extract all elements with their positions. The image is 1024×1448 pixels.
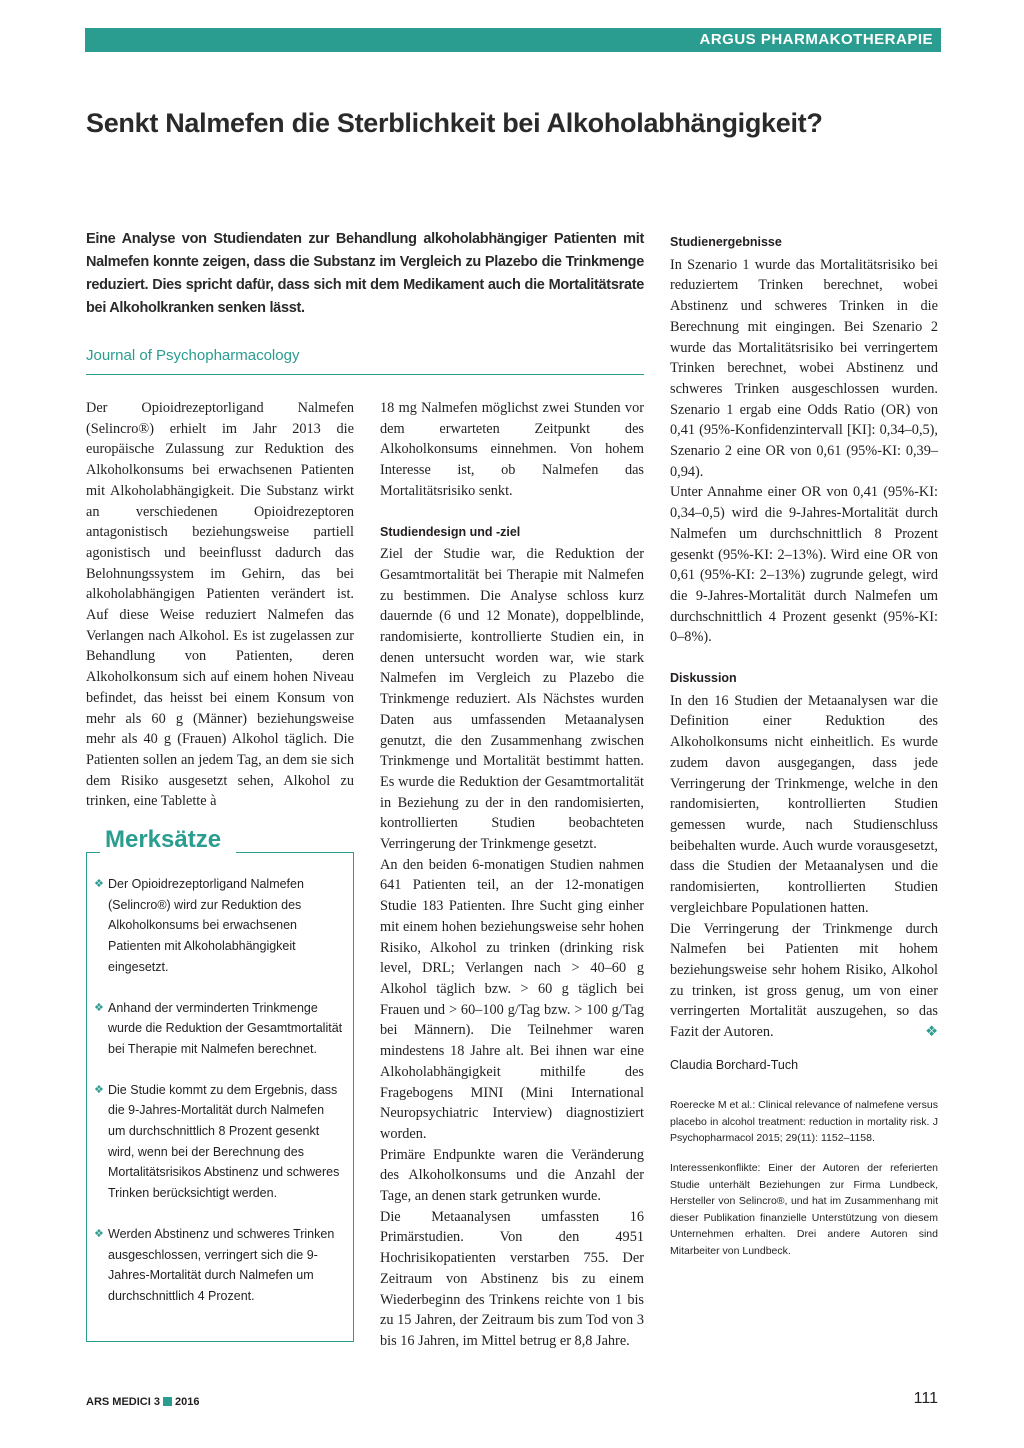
merksaetze-list xyxy=(94,874,344,1327)
body-paragraph: Die Metaanalysen umfassten 16 Primärstudien. Von den 4951 Hochrisikopatienten verstarben 755. Der Zeitraum von Abstinenz bis zu einem Wiederbeginn des Trinkens reichte von 1 bis zu 15 Jahren, der Zeitraum bis zum Tod von 3 bis 16 Jahren, im Mittel betrug er 8,8 Jahre. xyxy=(380,1208,644,1349)
article-lead: Eine Analyse von Studiendaten zur Behandlung alkoholabhängiger Patienten mit Nalmefen konnte zeigen, dass die Substanz im Vergleich zu Plazebo die Trinkmenge reduziert. Dies spricht dafür, dass sich mit dem Medikament auch die Mortalitätsrate bei Alkoholkranken senken lässt. xyxy=(86,231,644,316)
list-item xyxy=(94,998,344,1060)
article-title: Senkt Nalmefen die Sterblichkeit bei Alkoholabhängigkeit? xyxy=(86,108,823,138)
merksaetze-title: Merksätze xyxy=(105,826,222,853)
end-mark-icon: ❖ xyxy=(925,1024,938,1041)
list-item xyxy=(94,1080,344,1204)
list-item xyxy=(94,1224,344,1307)
list-item xyxy=(94,874,344,978)
body-paragraph: Unter Annahme einer OR von 0,41 (95%-KI: 0,34–0,5) wird die 9-Jahres-Mortalität durch Nalmefen um durchschnittlich 8 Prozent gesenkt (95%-KI: 2–13%). Wird eine OR von 0,61 (95%-KI: 2–13%) zugrunde gelegt, wird die 9-Jahres-Mortalität durch Nalmefen um durchschnittlich 4 Prozent gesenkt (95%-KI: 0–8%). xyxy=(670,484,938,646)
discussion-heading: Diskussion xyxy=(670,671,737,686)
footer-journal xyxy=(86,1396,199,1408)
author-name: Claudia Borchard-Tuch xyxy=(670,1058,799,1072)
reference: Roerecke M et al.: Clinical relevance of nalmefene versus placebo in alcohol treatment: reduction in mortality risk. J Psychopharmacol 2015; 29(11): 1152–1158. xyxy=(670,1099,938,1144)
diamond-bullet-icon: ❖ xyxy=(94,1227,104,1240)
diamond-bullet-icon: ❖ xyxy=(94,1001,104,1014)
column-1 xyxy=(86,398,354,812)
source-journal: Journal of Psychopharmacology xyxy=(86,347,300,364)
journal-divider xyxy=(86,374,644,375)
body-paragraph: Ziel der Studie war, die Reduktion der Gesamtmortalität bei Therapie mit Nalmefen zu bestimmen. Die Analyse schloss kurz dauernde (6 und 12 Monate), doppelblinde, randomisierte, kontrollierte Studien ein, in denen untersucht worden war, wie stark Nalmefen im Vergleich zu Plazebo die Trinkmenge reduziert. Als Nächstes wurden Daten aus umfassenden Metaanalysen genutzt, die den Zusammenhang zwischen Trinkmenge und Mortalität bestimmt hatten. Es wurde die Reduktion der Gesamtmortalität in Beziehung zu der in den randomisierten, kontrollierten Studien beobachteten Verringerung der Trinkmenge gesetzt. xyxy=(380,546,644,853)
diamond-bullet-icon: ❖ xyxy=(94,1083,104,1096)
column-2 xyxy=(380,398,644,1352)
design-heading: Studiendesign und -ziel xyxy=(380,524,521,539)
footer-year: 2016 xyxy=(174,1396,200,1408)
list-item-text: Die Studie kommt zu dem Ergebnis, dass die 9-Jahres-Mortalität durch Nalmefen um durchschnittlich 8 Prozent gesenkt wird, wenn bei der Berechnung des Mortalitätsrisikos Abstinenz und schweres Trinken berücksichtigt werden. xyxy=(108,1082,340,1201)
body-paragraph: An den beiden 6-monatigen Studien nahmen 641 Patienten teil, an der 12-monatigen Studie 183 Patienten. Ihre Sucht ging einher mit einem hohen beziehungsweise sehr hohen Risiko, Alkohol zu trinken (drinking risk level, DRL; Verlangen nach > 40–60 g Alkohol täglich bzw. > 60 g täglich bei Frauen und > 60–100 g/Tag bzw. > 100 g/Tag bei Männern). Die Teilnehmer waren mindestens 18 Jahre alt. Bei ihnen war eine Alkoholabhängigkeit mithilfe des Fragebogens MINI (Mini International Neuropsychiatric Interview) diagnostiziert worden. xyxy=(380,856,644,1142)
conflict-of-interest: Interessenkonflikte: Einer der Autoren der referierten Studie unterhält Beziehungen zur Firma Lundbeck, Hersteller von Selincro®, und hat im Zusammenhang mit dieser Publikation finanzielle Unterstützung von diesem Unternehmen erhalten. Drei andere Autoren sind Mitarbeiter von Lundbeck. xyxy=(670,1162,938,1257)
body-paragraph xyxy=(670,919,938,1043)
square-icon xyxy=(163,1397,172,1406)
list-item-text: Der Opioidrezeptorligand Nalmefen (Selincro®) wird zur Reduktion des Alkoholkonsums bei erwachsenen Patienten mit Alkoholabhängigkeit eingesetzt. xyxy=(108,877,304,974)
results-heading: Studienergebnisse xyxy=(670,235,782,249)
list-item-text: Werden Abstinenz und schweres Trinken ausgeschlossen, verringert sich die 9-Jahres-Mortalität durch Nalmefen um durchschnittlich 4 Prozent. xyxy=(108,1226,335,1303)
page-number: 111 xyxy=(913,1390,938,1407)
header-bar xyxy=(85,28,941,52)
body-paragraph: 18 mg Nalmefen möglichst zwei Stunden vor dem erwarteten Zeitpunkt des Alkoholkonsums einnehmen. Von hohem Interesse ist, ob Nalmefen das Mortalitätsrisiko senkt. xyxy=(380,400,644,499)
intro-paragraph: Der Opioidrezeptorligand Nalmefen (Selincro®) erhielt im Jahr 2013 die europäische Zulassung zur Reduktion des Alkoholkonsums bei erwachsenen Patienten mit Alkoholabhängigkeit. Die Substanz wirkt an verschiedenen Opioidrezeptoren antagonistisch beziehungsweise partiell agonistisch und beeinflusst dadurch das Belohnungssystem im Gehirn, das bei alkoholabhängigen Patienten verändert ist. Auf diese Weise reduziert Nalmefen das Verlangen nach Alkohol. Es ist zugelassen zur Behandlung von Patienten, deren Alkoholkonsum sich auf einem hohen Niveau befindet, das heisst bei einem Konsum von mehr als 60 g (Männer) beziehungsweise mehr als 40 g (Frauen) Alkohol täglich. Die Patienten sollen an jedem Tag, an dem sie sich dem Risiko ausgesetzt sehen, Alkohol zu trinken, eine Tablette à xyxy=(86,400,354,810)
footer-journal-name: ARS MEDICI 3 xyxy=(86,1396,160,1408)
list-item-text: Anhand der verminderten Trinkmenge wurde die Reduktion der Gesamtmortalität bei Therapie mit Nalmefen berechnet. xyxy=(108,1000,343,1056)
section-label: ARGUS PHARMAKOTHERAPIE xyxy=(699,31,933,48)
body-paragraph: In Szenario 1 wurde das Mortalitätsrisiko bei reduziertem Trinken berechnet, wobei Abstinenz und schweres Trinken in die Berechnung mit eingingen. Bei Szenario 2 wurde das Mortalitätsrisiko bei verringertem Trinken berechnet, wobei Abstinenz und schweres Trinken ausgeschlossen wurden. Szenario 1 ergab eine Odds Ratio (OR) von 0,41 (95%-Konfidenzintervall [KI]: 0,34–0,5), Szenario 2 eine OR von 0,61 (95%-KI: 0,39–0,94). xyxy=(670,256,938,480)
column-3 xyxy=(670,232,938,1043)
body-paragraph: In den 16 Studien der Metaanalysen war die Definition einer Reduktion des Alkoholkonsums nicht einheitlich. Es wurde zudem davon ausgegangen, dass jede Verringerung der Trinkmenge, welche in den randomisierten, kontrollierten Studien gemessen wurde, nach Studienschluss beibehalten wurde. Auch wurde vorausgesetzt, dass die Studien der Metaanalysen und die randomisierten, kontrollierten Studien vergleichbare Populationen hatten. xyxy=(670,692,938,916)
body-paragraph: Primäre Endpunkte waren die Veränderung des Alkoholkonsums und die Anzahl der Tage, an denen stark getrunken wurde. xyxy=(380,1146,644,1205)
diamond-bullet-icon: ❖ xyxy=(94,878,104,890)
conclusion-text: Die Verringerung der Trinkmenge durch Nalmefen bei Patienten mit hohem beziehungsweise sehr hohem Risiko, Alkohol zu trinken, ist gross genug, um von einer verringerten Mortalität auszugehen, so das Fazit der Autoren. xyxy=(670,920,938,1041)
